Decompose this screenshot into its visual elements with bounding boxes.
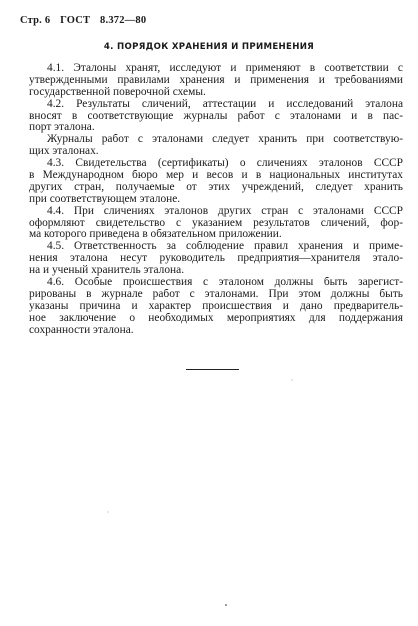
text-line: 4.2. Результаты сличений, аттестации и исследований эталона [47,98,403,110]
text-line: вносят в соответствующие журналы работ с эталонами и в пас- [29,110,403,122]
section-title: 4. ПОРЯДОК ХРАНЕНИЯ И ПРИМЕНЕНИЯ [103,42,315,52]
text-line: при соответствующем эталоне. [29,193,181,205]
page-number: Стр. 6 [20,15,51,26]
text-line: утвержденными правилами хранения и применения и требованиями [29,74,403,86]
text-line: 4.4. При сличениях эталонов других стран с эталонами СССР [47,205,403,217]
text-line: 4.1. Эталоны хранят, исследуют и применяют в соответствии с [47,63,403,74]
text-line: нения эталона несут руководитель предприятия—хранителя этало- [29,253,403,265]
text-line: оформляют свидетельство с указанием результатов сличений, фор- [29,217,403,229]
text-line: рированы в журнале работ с эталонами. При этом должны быть [29,288,403,300]
text-line: 4.3. Свидетельства (сертификаты) о сличениях эталонов СССР [47,158,403,170]
text-line: государственной поверочной схемы. [29,86,206,98]
page-header [20,15,153,26]
text-line: щих эталонах. [29,146,99,158]
text-line: 4.6. Особые происшествия с эталоном должны быть зарегист- [47,277,403,289]
text-line: указаны причина и характер происшествия и дано предваритель- [29,300,403,312]
standard-label: ГОСТ [60,15,91,26]
text-line: ное заключение о необходимых мероприятиях для поддержания [29,312,403,324]
text-line: порт эталона. [29,122,95,134]
text-line: ма которого приведена в обязательном приложении. [29,229,282,241]
section-end-divider [186,369,239,370]
text-line: сохранности эталона. [29,324,134,336]
text-line: 4.5. Ответственность за соблюдение правил хранения и приме- [47,241,403,253]
standard-number: 8.372—80 [100,15,147,26]
text-line: других стран, получаемые от этих учреждений, следует хранить [29,181,403,193]
text-line: на и ученый хранитель эталона. [29,265,185,277]
text-line: в Международном бюро мер и весов и в национальных институтах [29,170,403,182]
section-body [29,63,403,336]
text-line: Журналы работ с эталонами следует хранить при соответствую- [47,134,403,146]
